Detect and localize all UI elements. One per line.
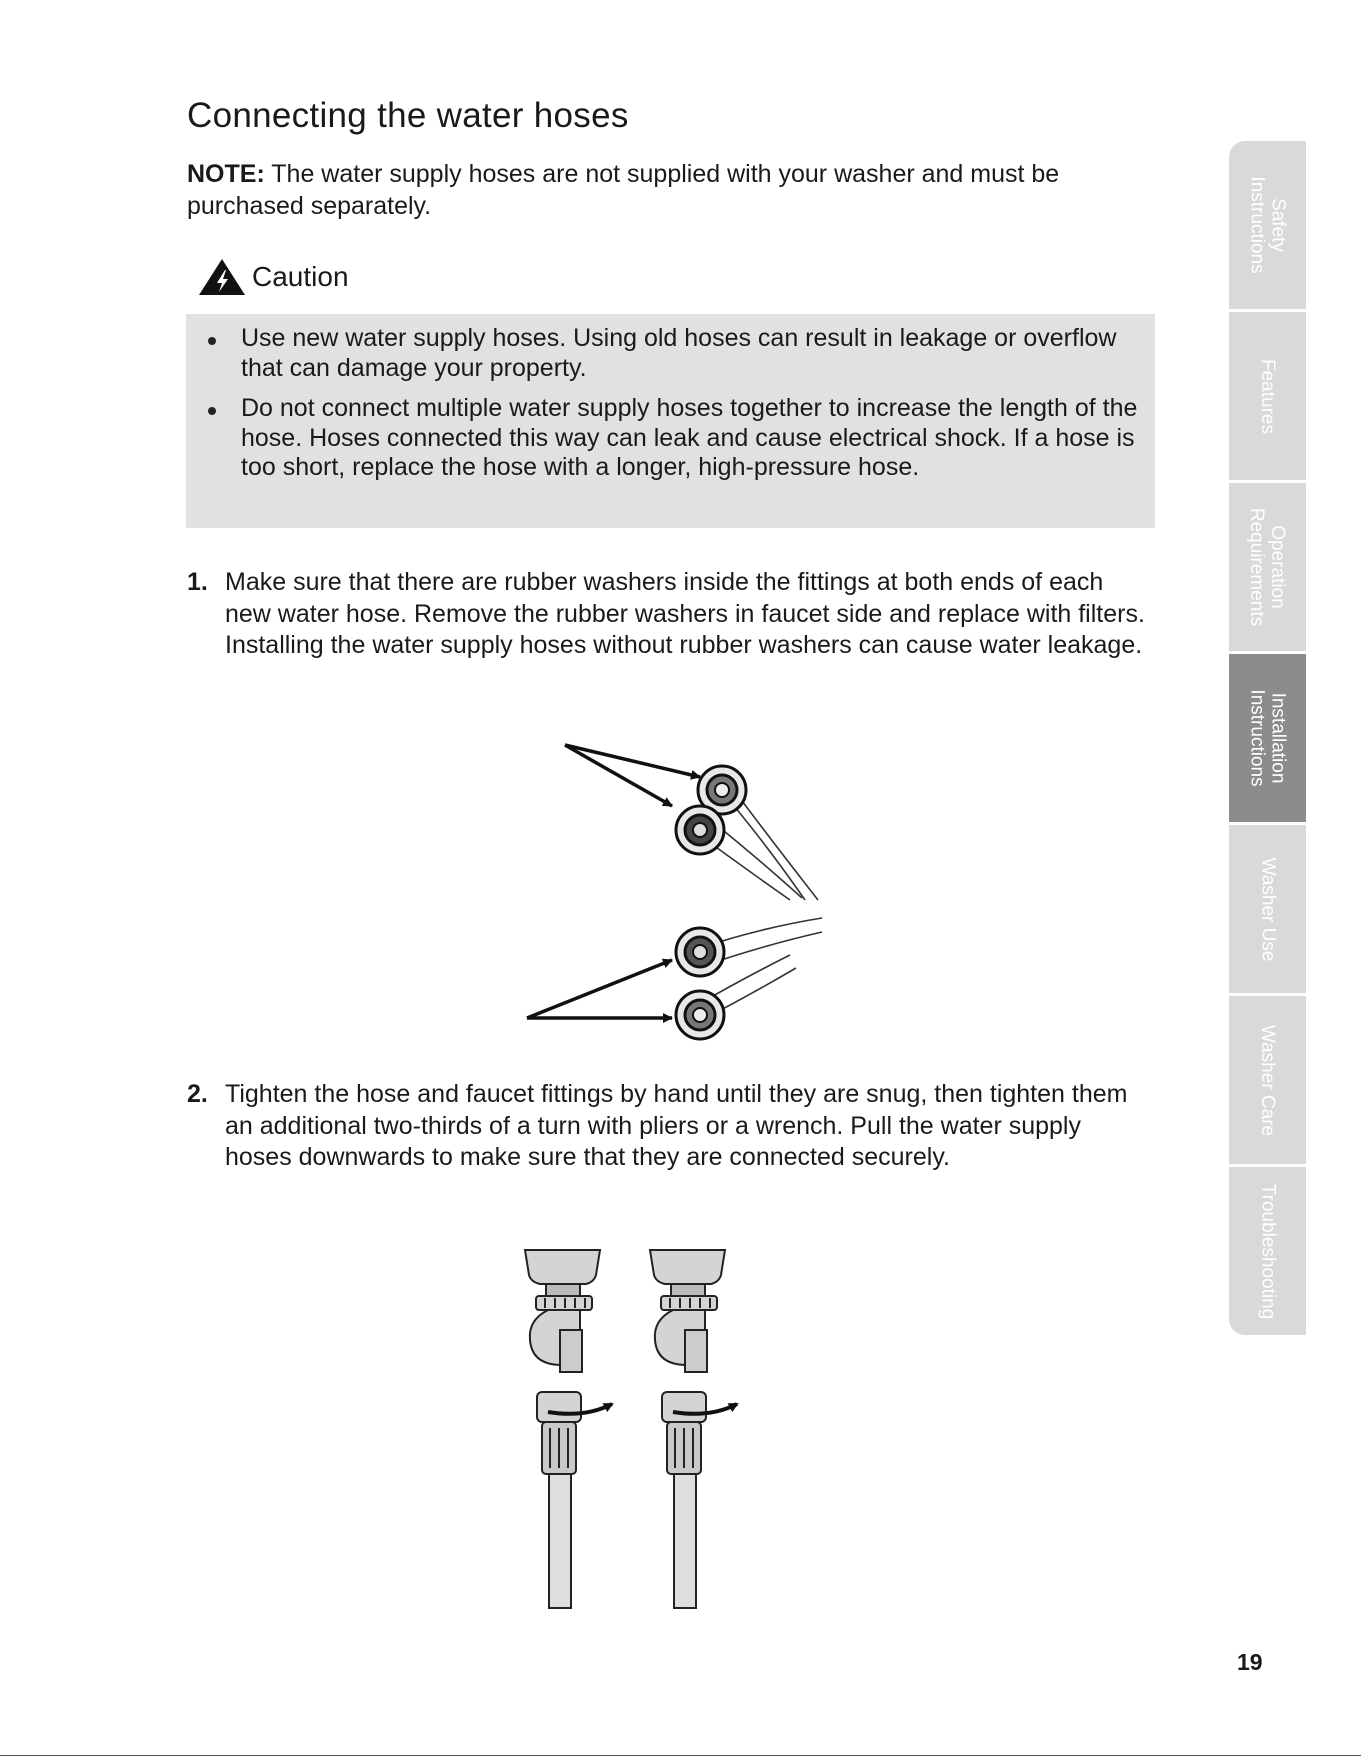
tab-label: Washer Care — [1257, 1024, 1278, 1136]
hose-fitting-bottom-2 — [676, 991, 724, 1039]
tab-label: Safety Instructions — [1246, 176, 1289, 274]
tab-washer-care[interactable] — [1229, 996, 1306, 1164]
step-1 — [187, 567, 1147, 662]
tab-label: Features — [1256, 358, 1278, 434]
caution-item: Do not connect multiple water supply hoses together to increase the length of the hose. Hoses connected this way can leak and cause electrical shock. If a hose is too short, replace the hose with a longer, high-pressure hose. — [241, 394, 1145, 483]
caution-title: Caution — [252, 261, 349, 292]
note-text: The water supply hoses are not supplied with your washer and must be purchased separately. — [187, 160, 1060, 220]
rubber-washers-illustration — [520, 735, 840, 1065]
tab-troubleshooting[interactable] — [1229, 1167, 1306, 1335]
faucet-left — [525, 1250, 600, 1372]
tab-operation-requirements[interactable] — [1229, 483, 1306, 651]
bottom-rule — [0, 1755, 1361, 1756]
hose-fitting-bottom-1 — [676, 928, 724, 976]
tab-features[interactable] — [1229, 312, 1306, 480]
tab-safety-instructions[interactable] — [1229, 141, 1306, 309]
tab-installation-instructions[interactable] — [1229, 654, 1306, 822]
caution-heading — [198, 258, 349, 296]
electric-warning-icon — [198, 258, 246, 296]
caution-list — [186, 314, 1155, 483]
faucet-right — [650, 1250, 725, 1372]
step-number: 2. — [187, 1080, 208, 1108]
step-2 — [187, 1079, 1147, 1174]
hose-right — [662, 1392, 737, 1608]
tab-label: Operation Requirements — [1246, 507, 1289, 627]
note-label: NOTE: — [187, 160, 265, 188]
page-title: Connecting the water hoses — [187, 96, 629, 135]
hose-left — [537, 1392, 612, 1608]
caution-box — [186, 314, 1155, 528]
tab-washer-use[interactable] — [1229, 825, 1306, 993]
faucet-tightening-illustration — [520, 1245, 760, 1615]
hose-fitting-top-2 — [676, 806, 724, 854]
tab-label: Washer Use — [1257, 857, 1279, 961]
caution-item: Use new water supply hoses. Using old hoses can result in leakage or overflow that can damage your property. — [241, 324, 1145, 383]
note-paragraph — [187, 158, 1147, 222]
tab-label: Installation Instructions — [1246, 689, 1289, 787]
page-number: 19 — [1237, 1649, 1263, 1675]
step-text: Make sure that there are rubber washers inside the fittings at both ends of each new water hose. Remove the rubber washers in faucet side and replace with filters. Installing the water supply hoses without rubber washers can cause water leakage. — [225, 568, 1145, 659]
section-tabs — [1229, 141, 1306, 1338]
step-number: 1. — [187, 568, 208, 596]
tab-label: Troubleshooting — [1257, 1183, 1278, 1319]
step-text: Tighten the hose and faucet fittings by hand until they are snug, then tighten them an additional two-thirds of a turn with pliers or a wrench. Pull the water supply hoses downwards to make sure that they are connected securely. — [225, 1080, 1128, 1171]
